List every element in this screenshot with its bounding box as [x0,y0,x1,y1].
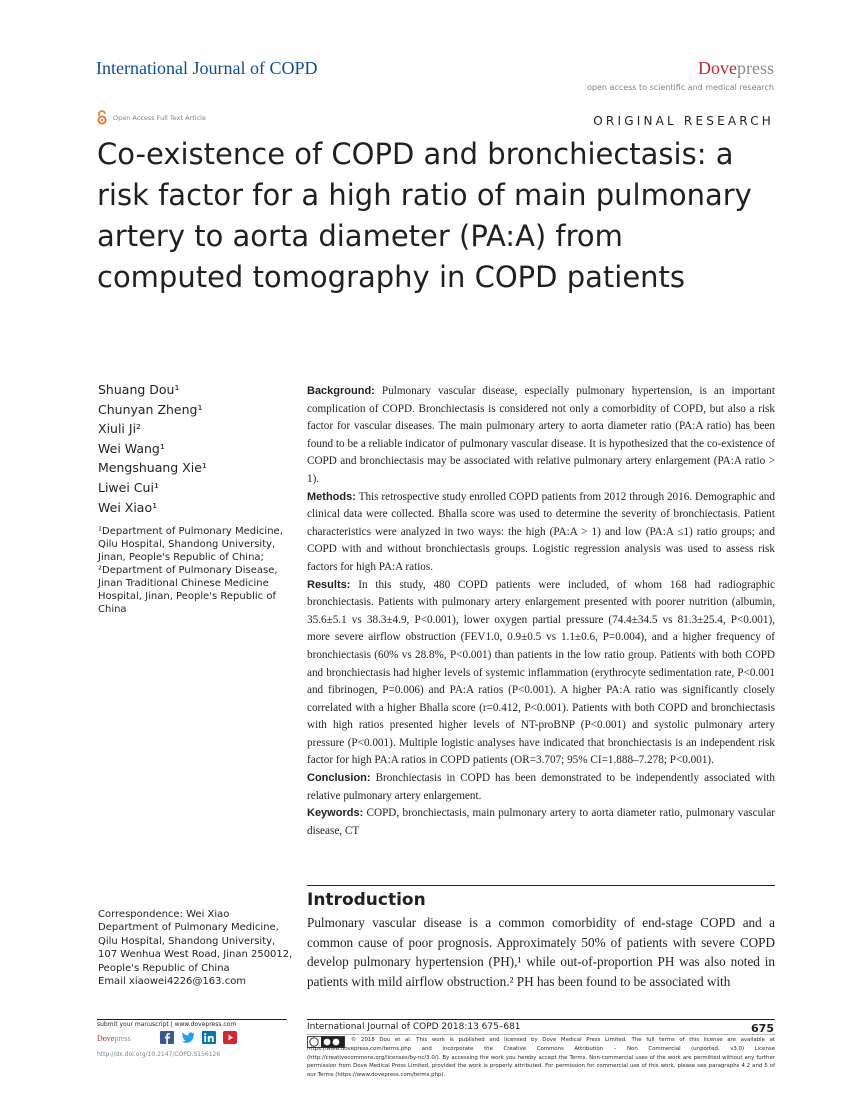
twitter-icon[interactable] [181,1031,195,1044]
abstract-background [307,383,775,489]
correspondence-line: Department of Pulmonary Medicine, [98,922,279,934]
submit-manuscript-link[interactable]: submit your manuscript | www.dovepress.com [97,1021,237,1028]
correspondence-line: Correspondence: Wei Xiao [98,909,230,920]
youtube-icon[interactable] [223,1031,237,1044]
keywords-text: COPD, bronchiectasis, main pulmonary artery to aorta diameter ratio, pulmonary vascular disease, CT [307,807,776,837]
abstract-conclusion [307,770,775,805]
license-text: © 2018 Dou et al. This work is published and licensed by Dove Medical Press Limited. The full terms of this license are available at https://www.dovepress.com/terms.php and incorporate the Creative Commons Attribution – Non Commercial (unported, v3.0) License (http://creativecommons.org/licenses/by-nc/3.0/). By accessing the work you hereby accept the Terms. Non-commercial uses of the work are permitted without any further permission from Dove Medical Press Limited, provided the work is properly attributed. For permission for commercial use of this work, please see paragraphs 4.2 and 5 of our Terms (https://www.dovepress.com/terms.php). [307,1037,775,1079]
footer-divider [307,1019,775,1020]
background-text: Pulmonary vascular disease, especially pulmonary hypertension, is an important complication of COPD. Bronchiectasis is considered not only a comorbidity of COPD, but also a risk factor for vascular diseases. The main pulmonary artery to aorta diameter ratio (PA:A ratio) has been found to be a reliable indicator of pulmonary vascular disease. It is hypothesized that the co-existence of COPD and bronchiectasis may be associated with relative pulmonary artery enlargement (PA:A ratio > 1). [307,385,776,485]
article-title: Co-existence of COPD and bronchiectasis: a risk factor for a high ratio of main pulmonary artery to aorta diameter (PA:A) from computed tomography in COPD patients [97,137,752,294]
journal-name: International Journal of COPD [96,58,318,78]
author: Shuang Dou¹ [98,382,180,397]
facebook-icon[interactable] [160,1031,174,1044]
background-label: Background: [307,385,375,397]
introduction-paragraph: Pulmonary vascular disease is a common comorbidity of end-stage COPD and a common cause of poor prognosis. Approximately 50% of patients with severe COPD develop pulmonary hypertension (PH),¹ while out-of-proportion PH was also noted in patients with mild airflow obstruction.² PH has been found to be associated with [307,915,775,989]
author-list [98,380,288,517]
correspondence-email[interactable]: Email xiaowei4226@163.com [98,976,247,988]
correspondence-line: People's Republic of China [98,962,230,974]
linkedin-icon[interactable] [202,1031,216,1044]
section-divider [307,885,775,886]
results-text: In this study, 480 COPD patients were included, of whom 168 had radiographic bronchiectasis. Patients with pulmonary artery enlargement presented with poorer nutrition (albumin, 35.6±5.1 vs 38.3±4.9, P<0.001), lower oxygen partial pressure (74.4±34.5 vs 81.3±25.4, P<0.001), more severe airflow obstruction (FEV1.0, 0.9±0.5 vs 1.1±0.6, P=0.004), and a higher frequency of bronchiectasis (60% vs 28.8%, P<0.001) than patients in the low ratio group. Patients with both COPD and bronchiectasis had higher levels of systemic inflammation (erythrocyte sedimentation rate, P<0.001 and fibrinogen, P=0.006) and PA:A ratios (P<0.001). A higher PA:A ratio was significantly closely correlated with a higher Bhalla score (r=0.412, P<0.001). Patients with both COPD and bronchiectasis with high ratios presented higher levels of NT-proBNP (P<0.001) and systolic pulmonary artery pressure (P<0.001). Multiple logistic analyses have indicated that bronchiectasis is an independent risk factor for high PA:A ratios in COPD patients (OR=3.707; 95% CI=1.888–7.278; P<0.001). [307,578,775,767]
abstract-results [307,577,775,771]
conclusion-text: Bronchiectasis in COPD has been demonstrated to be independently associated with relative pulmonary artery enlargement. [307,772,776,802]
footer-brand-part2: press [114,1034,131,1043]
brand-part1: Dove [698,58,737,78]
abstract [307,383,775,840]
footer-publisher-logo[interactable] [97,1034,131,1043]
author: Liwei Cui¹ [98,479,159,495]
methods-label: Methods: [307,490,356,503]
page-number: 675 [751,1022,774,1035]
correspondence-block [98,908,298,988]
correspondence-line: 107 Wenhua West Road, Jinan 250012, [98,949,293,961]
author: Mengshuang Xie¹ [98,460,207,476]
author: Wei Xiao¹ [98,499,158,515]
methods-text: This retrospective study enrolled COPD patients from 2012 through 2016. Demographic and clinical data were collected. Bhalla score was used to determine the severity of bronchiectasis. Patient characteristics were analyzed in two ways: the high (PA:A > 1) and low (PA:A ≤1) ratio groups; and COPD with and without bronchiectasis groups. Logistic regression analysis was used to assess risk factors for high PA:A ratios. [307,490,775,573]
article-type: ORIGINAL RESEARCH [593,114,774,128]
correspondence-line: Qilu Hospital, Shandong University, [98,935,276,947]
footer-divider-left [97,1019,287,1020]
open-access-badge [97,110,206,125]
publisher-tagline: open access to scientific and medical research [587,83,774,92]
brand-part2: press [737,58,774,78]
publisher-logo[interactable] [698,58,774,79]
open-access-icon [97,110,107,125]
abstract-keywords [307,805,775,840]
license-divider [307,1034,775,1035]
author: Chunyan Zheng¹ [98,401,203,417]
keywords-label: Keywords: [307,807,364,820]
results-label: Results: [307,578,351,591]
introduction-text [307,913,775,991]
open-access-label: Open Access Full Text Article [113,113,206,122]
abstract-methods [307,489,775,577]
conclusion-label: Conclusion: [307,772,371,785]
citation-line: International Journal of COPD 2018:13 675–681 [307,1022,521,1032]
introduction-heading: Introduction [307,890,426,910]
social-links [160,1031,237,1044]
doi-link[interactable]: http://dx.doi.org/10.2147/COPD.S156126 [97,1051,221,1058]
author: Wei Wang¹ [98,440,165,456]
footer-brand-part1: Dove [97,1034,115,1043]
affiliations: ¹Department of Pulmonary Medicine, Qilu Hospital, Shandong University, Jinan, People's Republic of China; ²Department of Pulmonary Disease, Jinan Traditional Chinese Medicine Hospital, Jinan, People's Republic of China [98,526,283,615]
author: Xiuli Ji² [98,421,142,437]
